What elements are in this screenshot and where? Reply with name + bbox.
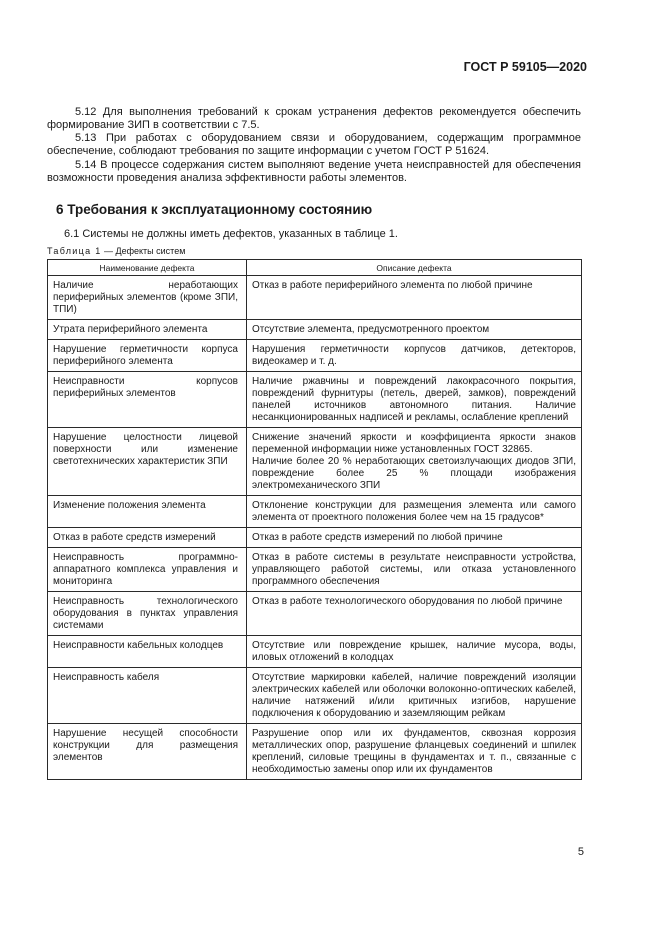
header-defect-name: Наименование дефекта: [48, 260, 247, 276]
defect-name-cell: Неисправности корпусов периферийных элементов: [48, 372, 247, 428]
defect-description-text: Отказ в работе системы в результате неисправности устройства, управляющего работой системы, или отказа установленного программного обеспечения: [252, 552, 576, 587]
defect-description-cell: [247, 320, 582, 340]
defect-name-cell: Отказ в работе средств измерений: [48, 528, 247, 548]
defect-description-text: Отсутствие маркировки кабелей, наличие повреждений изоляции электрических кабелей или оболочки волоконно-оптических кабелей, наличие натяжений и/или критичных изгибов, нарушение подключения к оборудованию и заземляющим рейкам: [252, 672, 576, 719]
defect-name-cell: Неисправность технологического оборудования в пунктах управления системами: [48, 592, 247, 636]
defect-description-cell: [247, 496, 582, 528]
defect-description-cell: [247, 636, 582, 668]
table-row: [48, 428, 582, 496]
defect-description-cell: [247, 528, 582, 548]
table-row: [48, 668, 582, 724]
standard-number: ГОСТ Р 59105—2020: [463, 60, 587, 74]
defect-description-text: Наличие более 20 % неработающих светоизлучающих диодов ЗПИ, повреждение более 25 % площади изображения электромеханического ЗПИ: [252, 456, 576, 491]
header-defect-description: Описание дефекта: [247, 260, 582, 276]
table-row: [48, 528, 582, 548]
table-caption-title: — Дефекты систем: [101, 246, 186, 256]
table-header-row: [48, 260, 582, 276]
paragraph-5-14: 5.14 В процессе содержания систем выполняют ведение учета неисправностей для обеспечения возможности проведения анализа эффективности работы элементов.: [47, 159, 581, 184]
table-row: [48, 636, 582, 668]
paragraph-5-13: 5.13 При работах с оборудованием связи и оборудованием, содержащим программное обеспечение, соблюдают требования по защите информации с учетом ГОСТ Р 51624.: [47, 132, 581, 157]
table-row: [48, 276, 582, 320]
defect-description-cell: [247, 592, 582, 636]
defect-name-cell: Неисправность кабеля: [48, 668, 247, 724]
defect-description-cell: [247, 340, 582, 372]
section-title: 6 Требования к эксплуатационному состоянию: [56, 202, 373, 217]
defect-name-cell: Наличие неработающих периферийных элементов (кроме ЗПИ, ТПИ): [48, 276, 247, 320]
defect-name-cell: Нарушение герметичности корпуса периферийного элемента: [48, 340, 247, 372]
defect-description-text: Снижение значений яркости и коэффициента яркости знаков переменной информации ниже установленных ГОСТ 32865.: [252, 432, 576, 455]
defect-description-text: Отклонение конструкции для размещения элемента или самого элемента от проектного положения более чем на 15 градусов*: [252, 500, 576, 523]
defect-description-cell: [247, 668, 582, 724]
table-row: [48, 320, 582, 340]
table-row: [48, 592, 582, 636]
defects-table: [47, 259, 582, 780]
table-row: [48, 724, 582, 780]
defect-description-text: Отсутствие или повреждение крышек, наличие мусора, воды, иловых отложений в колодцах: [252, 640, 576, 663]
defect-description-cell: [247, 276, 582, 320]
table-row: [48, 548, 582, 592]
defect-description-text: Нарушения герметичности корпусов датчиков, детекторов, видеокамер и т. д.: [252, 344, 576, 367]
defect-description-text: Наличие ржавчины и повреждений лакокрасочного покрытия, повреждений фурнитуры (петель, дверей, замков), повреждений панелей источников автономного питания. Наличие несанкционированных надписей и рекламы, ослабление креплений: [252, 376, 576, 423]
page-number: 5: [577, 846, 584, 858]
table-row: [48, 372, 582, 428]
defect-name-cell: Неисправности кабельных колодцев: [48, 636, 247, 668]
defect-description-cell: [247, 724, 582, 780]
defect-description-text: Отказ в работе периферийного элемента по любой причине: [252, 280, 533, 291]
table-row: [48, 496, 582, 528]
paragraph-5-12: 5.12 Для выполнения требований к срокам устранения дефектов рекомендуется обеспечить формирование ЗИП в соответствии с 7.5.: [47, 106, 581, 131]
table-row: [48, 340, 582, 372]
table-caption: [47, 246, 185, 256]
defect-description-text: Отсутствие элемента, предусмотренного проектом: [252, 324, 490, 335]
defect-description-cell: [247, 372, 582, 428]
defect-description-text: Отказ в работе средств измерений по любой причине: [252, 532, 503, 543]
defect-name-cell: Утрата периферийного элемента: [48, 320, 247, 340]
defect-description-text: Отказ в работе технологического оборудования по любой причине: [252, 596, 563, 607]
defect-name-cell: Изменение положения элемента: [48, 496, 247, 528]
section-intro: 6.1 Системы не должны иметь дефектов, указанных в таблице 1.: [64, 228, 398, 240]
defect-name-cell: Нарушение несущей способности конструкции для размещения элементов: [48, 724, 247, 780]
defect-description-text: Разрушение опор или их фундаментов, сквозная коррозия металлических опор, разрушение фланцевых соединений и шпилек креплений, силовые трещины в фундаментах и т. п., связанные с необходимостью замены опор или их фундаментов: [252, 728, 576, 775]
table-caption-label: Таблица 1: [47, 246, 102, 256]
defect-name-cell: Нарушение целостности лицевой поверхности или изменение светотехнических характеристик ЗПИ: [48, 428, 247, 496]
defect-description-cell: [247, 548, 582, 592]
defect-description-cell: [247, 428, 582, 496]
defect-name-cell: Неисправность программно-аппаратного комплекса управления и мониторинга: [48, 548, 247, 592]
